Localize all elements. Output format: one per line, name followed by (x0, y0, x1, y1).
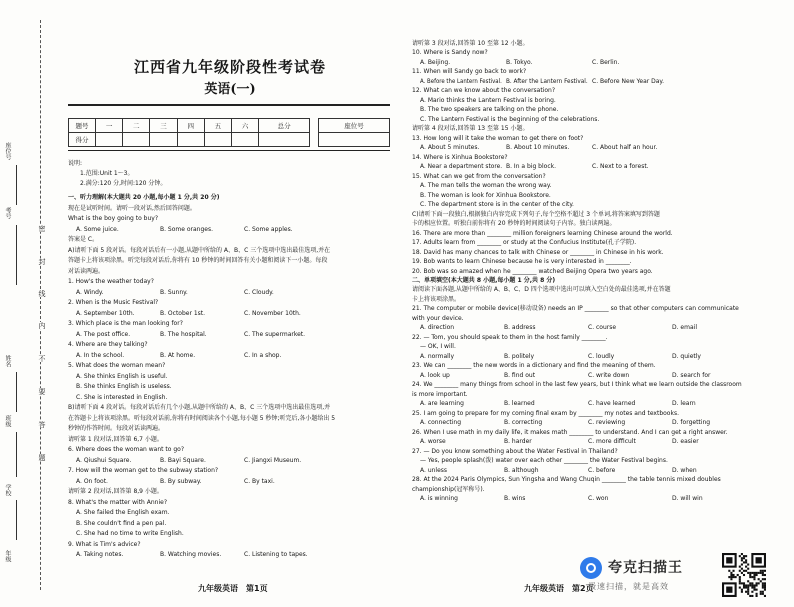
page1-option: B. At home. (160, 351, 196, 359)
page1-line: C. She had no time to write English. (76, 530, 184, 537)
page2-line: 25. I am going to prepare for my coming final exam by ________ my notes and textbooks. (412, 409, 679, 417)
page2-option: B. harder (504, 438, 532, 446)
page2-line: 23. We can ________ the new words in a dictionary and find the meaning of them. (412, 362, 656, 370)
grade-label: 年级 (4, 550, 11, 562)
page2-line: 卡上将该项涂黑。 (412, 295, 461, 303)
score-table-header-cell: 三 (150, 119, 177, 133)
page2-line: 15. What can we get from the conversation? (412, 172, 546, 180)
seat-label: 座位号 (4, 142, 11, 160)
page2-option: A. look up (420, 371, 450, 379)
seat-box (318, 118, 390, 147)
page1-line: What is the boy going to buy? (68, 215, 159, 222)
page2-line: C. The Lantern Festival is the beginning of the celebrations. (420, 115, 600, 123)
page1-option: A. The post office. (76, 330, 131, 338)
page1-option: A. Taking notes. (76, 551, 124, 558)
page2-option: C. have learned (588, 400, 636, 408)
page1-line: 1. How's the weather today? (68, 278, 154, 285)
page1-option: B. October 1st. (160, 309, 206, 317)
page2-option: A. is winning (420, 495, 458, 503)
page2-line: 16. There are more than ________ million foreigners learning Chinese around the world. (412, 229, 673, 237)
score-table-score-cell[interactable] (232, 133, 259, 147)
score-table-score-cell[interactable] (177, 133, 204, 147)
seat-line (16, 165, 17, 205)
page2-option: B. politely (504, 352, 535, 360)
page2-option: C. write down (588, 371, 630, 379)
page2-option: A. direction (420, 324, 455, 332)
page1-line: A. She failed the English exam. (76, 509, 170, 516)
page2-line: 21. The computer or mobile device(移动设备) needs an IP ________ so that other computers can communicate (412, 305, 739, 313)
seal-line-char: 要 (35, 388, 46, 395)
page2-option: C. Before New Year Day. (592, 77, 665, 85)
page1-line: 4. Where are they talking? (68, 341, 148, 348)
page2-option: B. wins (504, 495, 526, 503)
page2-option: D. search for (672, 371, 711, 379)
page2-option: D. learn (672, 400, 696, 408)
page1-line: B)请听下面 4 段对话。每段对话后有几个小题,从题中所给的 A、B、C 三个选项中选出最佳选项,并 (68, 404, 331, 411)
score-table-header-cell: 一 (96, 119, 123, 133)
page2-line: C. The department store is in the center of the city. (420, 201, 574, 209)
score-table-header-cell: 四 (177, 119, 204, 133)
page2-option: B. Tokyo. (506, 58, 533, 66)
page2-option: D. forgetting (672, 419, 711, 427)
page1-option: C. The supermarket. (244, 330, 306, 338)
score-table-score-cell[interactable] (123, 133, 150, 147)
page1-line: 5. What does the woman mean? (68, 362, 166, 369)
scanner-brand: 夸克扫描王 (608, 560, 683, 576)
score-table-header-cell: 二 (123, 119, 150, 133)
page-2-footer: 九年级英语 第2页 (524, 584, 594, 593)
page2-line: 请听第 4 段对话,回答第 13 至第 15 小题。 (412, 125, 529, 133)
page2-line: championship(冠军称号). (412, 485, 485, 493)
seat-box-input[interactable] (319, 133, 390, 147)
page1-line: 在答题卡上将该项涂黑。听每段对话前,你将有时间阅读各个小题,每小题 5 秒钟;听完后,各小题给出 5 (68, 414, 336, 422)
page1-line: 7. How will the woman get to the subway station? (68, 467, 219, 474)
page2-option: A. Beijing. (420, 58, 451, 66)
page1-option: B. Some oranges. (160, 225, 214, 233)
page1-line: 3. Which place is the man looking for? (68, 320, 183, 327)
page1-line: 9. What is Tim's advice? (68, 540, 141, 548)
page1-option: C. Listening to tapes. (244, 551, 308, 558)
page1-option: C. In a shop. (244, 351, 282, 359)
page2-line: 卡的相应位置。听独白前你将有 20 秒钟的时间阅读句子内容。独白读两遍。 (412, 220, 616, 228)
qr-code-icon (722, 553, 766, 597)
page1-line: A. She thinks English is useful. (76, 372, 168, 380)
page2-option: A. unless (420, 466, 448, 474)
page1-option: C. By taxi. (244, 477, 275, 485)
page2-option: A. normally (420, 352, 455, 360)
page1-option: B. Watching movies. (160, 551, 222, 558)
page2-line: 22. — Tom, you should speak to them in the host family ________. (412, 333, 608, 341)
page2-line: 26. When I use math in my daily life, it makes math ________ to understand. And I can get a right answer. (412, 428, 728, 436)
score-table-score-cell[interactable] (96, 133, 123, 147)
page1-line: 现在是试听时间。请听一段对话,然后回答问题。 (68, 204, 196, 212)
seal-line-char: 内 (35, 322, 46, 329)
page2-line: 10. Where is Sandy now? (412, 49, 488, 57)
scanner-logo-icon (580, 557, 602, 579)
page1-option: C. Some apples. (244, 225, 293, 233)
seal-line-char: 密 (35, 225, 46, 232)
page1-line: 对话读两遍。 (68, 267, 105, 275)
exam-title: 江西省九年级阶段性考试卷 (133, 58, 326, 76)
page2-option: C. course (588, 324, 617, 332)
page2-line: 19. Bob wants to learn Chinese because he is very interested in ________. (412, 258, 632, 266)
page1-option: C. November 10th. (244, 309, 301, 317)
score-table-header-cell: 题号 (69, 119, 96, 133)
score-table-score-cell[interactable] (204, 133, 231, 147)
class-label: 班级 (4, 415, 11, 427)
page1-option: C. Cloudy. (244, 288, 274, 296)
page2-line: 请阅读下面各题,从题中所给的 A、B、C、D 四个选项中选出可以填入空白处的最佳选项,并在答题 (412, 286, 671, 294)
page-1-footer: 九年级英语 第1页 (198, 584, 268, 593)
page2-option: B. In a big block. (506, 163, 557, 171)
page1-line: B. She thinks English is useless. (76, 383, 172, 390)
page2-option: A. worse (420, 438, 446, 446)
score-table-header-row (69, 119, 310, 133)
page1-option: A. Qiushui Square. (76, 456, 132, 464)
score-table-score-row (69, 133, 310, 147)
page2-option: C. About half an hour. (592, 144, 658, 152)
page2-line: with your device. (412, 314, 464, 322)
class-line (16, 432, 17, 477)
page1-option: B. The hospital. (160, 330, 207, 338)
page2-line: 24. We ________ many things from school in the last few years, but I think what we learn outside the classroom (412, 381, 742, 389)
page1-option: A. On foot. (76, 477, 108, 485)
page2-option: B. About 10 minutes. (506, 144, 570, 152)
page2-line: 请听第 3 段对话,回答第 10 至第 12 小题。 (412, 40, 529, 47)
page1-line: 请听第 2 段对话,回答第 8,9 小题。 (68, 488, 163, 495)
score-table-score-cell[interactable] (259, 133, 310, 147)
page1-option: A. In the school. (76, 351, 125, 359)
page1-line: B. She couldn't find a pen pal. (76, 519, 167, 527)
page2-option: A. connecting (420, 419, 462, 427)
page1-line: 6. Where does the woman want to go? (68, 446, 185, 453)
page1-line: 一、听力理解(本大题共 20 小题,每小题 1 分,共 20 分) (68, 194, 220, 201)
page2-line: 二、单项填空(本大题共 8 小题,每小题 1 分,共 8 分) (412, 277, 556, 284)
page1-option: A. Windy. (76, 288, 104, 296)
page2-option: C. before (588, 466, 616, 474)
page2-option: C. loudly (588, 352, 615, 360)
page2-line: 18. David has many chances to talk with Chinese or ________ in Chinese in his work. (412, 248, 664, 256)
page2-line: — OK, I will. (420, 343, 456, 351)
page2-line: 17. Adults learn from ________ or study at the Confucius Institute(孔子学院). (412, 239, 637, 247)
school-label: 学校 (4, 484, 11, 496)
instructions-label: 说明: (68, 160, 83, 167)
school-line (16, 500, 17, 540)
name-line (16, 372, 17, 412)
page2-line: B. The woman is look for Xinhua Bookstore. (420, 191, 551, 199)
page2-option: C. Next to a forest. (592, 163, 649, 171)
seal-line-char: 题 (35, 454, 46, 461)
page1-line: 秒钟的作答时间。每段对话读两遍。 (68, 425, 165, 432)
page2-option: B. address (504, 324, 536, 332)
header-rule (68, 104, 390, 106)
page1-option: C. Jiangxi Museum. (244, 456, 302, 464)
page2-option: B. learned (504, 400, 535, 408)
page2-option: B. find out (504, 371, 536, 379)
page1-option: B. Sunny. (160, 288, 188, 296)
score-table (68, 118, 310, 147)
exam-subtitle: 英语(一) (204, 82, 256, 97)
seat-box-label: 座位号 (319, 119, 390, 133)
page2-line: 28. At the 2024 Paris Olympics, Sun Yingsha and Wang Chuqin ________ the table tennis mixed doubles (412, 476, 721, 484)
instructions-score: 2.满分:120 分,时间:120 分钟。 (80, 180, 167, 187)
page2-option: D. will win (672, 495, 703, 503)
scanner-watermark (580, 555, 700, 595)
score-table-header-cell: 总分 (259, 119, 310, 133)
page2-line: A. The man tells the woman the wrong way. (420, 182, 552, 190)
binding-strip (0, 0, 58, 607)
page2-line: 11. When will Sandy go back to work? (412, 68, 527, 76)
page2-line: 20. Bob was so amazed when he ________ watched Beijing Opera two years ago. (412, 267, 653, 275)
page1-line: C. She is interested in English. (76, 393, 168, 401)
page2-line: A. Mario thinks the Lantern Festival is boring. (420, 96, 556, 104)
name-label: 姓名 (4, 355, 11, 367)
page2-option: C. won (588, 495, 609, 503)
page1-line: 请听第 1 段对话,回答第 6,7 小题。 (68, 435, 163, 443)
page2-option: D. easier (672, 438, 699, 446)
page1-line: 2. When is the Music Festival? (68, 299, 159, 306)
page2-option: D. email (672, 324, 697, 332)
page1-option: A. Some juice. (76, 225, 119, 233)
exam-no-line (16, 225, 17, 285)
page1-line: 8. What's the matter with Annie? (68, 498, 168, 506)
page2-option: A. are learning (420, 400, 464, 408)
page2-line: 13. How long will it take the woman to get there on foot? (412, 134, 584, 142)
page1-option: B. By subway. (160, 477, 202, 485)
seal-line (40, 20, 41, 590)
page2-line: 12. What can we know about the conversation? (412, 87, 556, 95)
page2-option: B. although (504, 466, 539, 474)
page2-option: C. more difficult (588, 438, 636, 446)
page2-option: C. Berlin. (592, 58, 620, 66)
seal-line-char: 答 (35, 421, 46, 428)
page2-line: 27. — Do you know something about the Water Festival in Thailand? (412, 447, 618, 455)
scanner-tagline: 极速扫描，就是高效 (588, 582, 669, 591)
score-table-score-cell[interactable] (150, 133, 177, 147)
page2-option: D. when (672, 466, 697, 474)
page2-line: — Yes, people splash(泼) water over each other ________ the Water Festival begins. (420, 457, 668, 465)
page2-line: B. The two speakers are talking on the phone. (420, 106, 559, 114)
instructions-scope: 1.范围:Unit 1～3。 (80, 170, 134, 177)
page1-line: 答题卡上将该项涂黑。听完每段对话后,你将有 10 秒钟的时间回答有关小题和阅读下一小题。每段 (68, 257, 328, 264)
page2-option: D. quietly (672, 352, 701, 360)
page1-option: B. Bayi Square. (160, 456, 206, 464)
page2-option: B. After the Lantern Festival. (506, 77, 588, 85)
score-table-header-cell: 五 (204, 119, 231, 133)
page2-option: A. About 5 minutes. (420, 144, 480, 152)
exam-no-label: 考号 (4, 207, 11, 219)
page2-line: is more important. (412, 390, 468, 398)
page1-option: A. September 10th. (76, 309, 135, 317)
page2-option: B. correcting (504, 419, 543, 427)
seal-line-char: 封 (35, 258, 46, 265)
score-table-score-cell: 得分 (69, 133, 96, 147)
page2-option: A. Before the Lantern Festival. (420, 77, 502, 85)
seal-line-char: 线 (35, 290, 46, 297)
page2-line: C)请听下面一段独白,根据独白内容完成下列句子,每个空格不超过 3 个单词,将答案填写到答题 (412, 210, 660, 218)
page2-option: A. Near a department store. (420, 163, 503, 171)
header-rule-bottom (68, 150, 390, 151)
page2-line: 14. Where is Xinhua Bookstore? (412, 153, 508, 161)
page1-line: 答案是 C。 (68, 236, 99, 243)
score-table-header-cell: 六 (232, 119, 259, 133)
page2-option: C. reviewing (588, 419, 626, 427)
seal-line-char: 不 (35, 355, 46, 362)
page1-line: A)请听下面 5 段对话。每段对话后有一小题,从题中所给的 A、B、C 三个选项中选出最佳选项,并在 (68, 246, 331, 254)
